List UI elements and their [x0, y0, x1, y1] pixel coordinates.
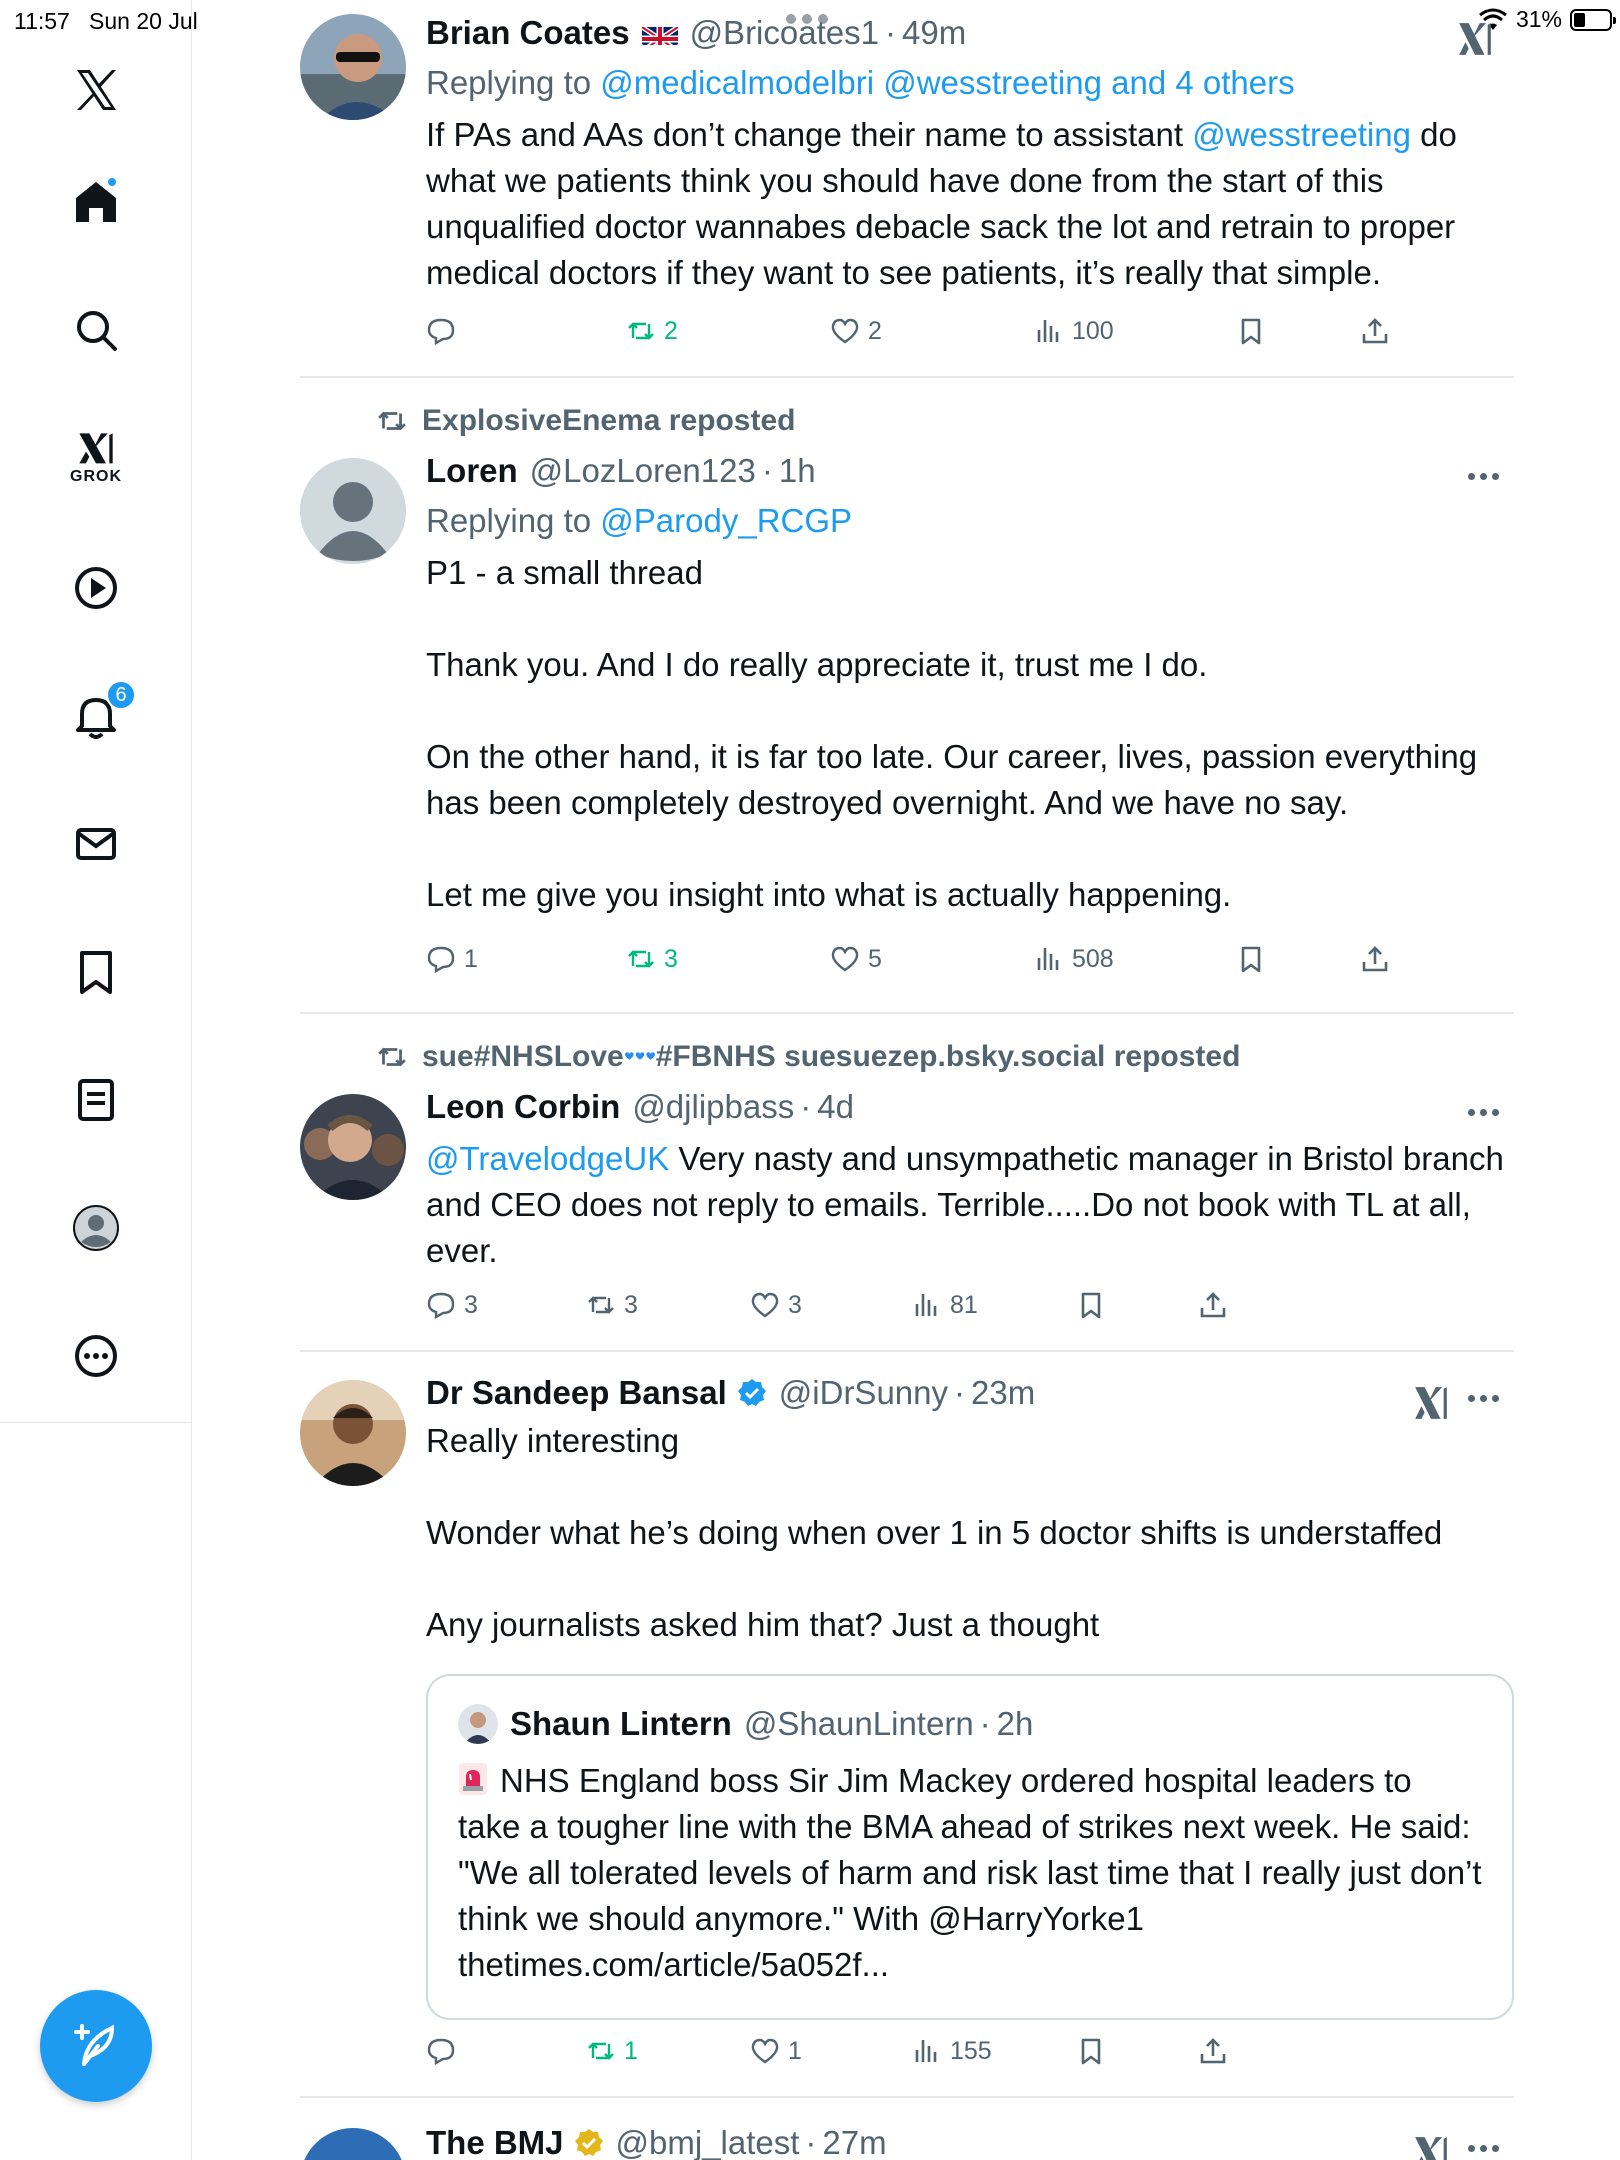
more-icon[interactable]	[56, 1316, 136, 1396]
author-handle[interactable]: @LozLoren123	[529, 452, 756, 489]
tweet-divider	[300, 2096, 1514, 2098]
x-logo[interactable]	[56, 50, 136, 130]
share-button[interactable]	[1198, 1290, 1228, 1320]
like-button[interactable]	[830, 944, 882, 974]
tweet-paragraph: P1 - a small thread	[426, 554, 703, 591]
bookmark-icon	[1076, 2036, 1106, 2066]
repost-count: 1	[624, 2036, 638, 2065]
share-icon	[1198, 1290, 1228, 1320]
grok-explain-icon[interactable]	[1412, 2134, 1450, 2160]
compose-button[interactable]	[40, 1990, 152, 2102]
share-icon	[1360, 944, 1390, 974]
tweet-text	[426, 1418, 1514, 1648]
view-count: 155	[950, 2036, 992, 2065]
avatar[interactable]	[300, 2128, 406, 2160]
heart-icon	[750, 2036, 780, 2066]
view-count: 508	[1072, 944, 1114, 973]
views-button[interactable]	[912, 1290, 978, 1320]
tweet-text	[426, 1136, 1514, 1274]
heart-icon	[750, 1290, 780, 1320]
share-icon	[1198, 2036, 1228, 2066]
profile-icon[interactable]	[56, 1188, 136, 1268]
more-options-icon[interactable]	[1468, 470, 1508, 482]
author-handle[interactable]: @bmj_latest	[615, 2124, 800, 2160]
heart-icon	[830, 944, 860, 974]
reply-count: 3	[464, 1290, 478, 1319]
reply-button[interactable]	[426, 944, 478, 974]
tweet-actions	[426, 1290, 1436, 1330]
reply-button[interactable]	[426, 1290, 478, 1320]
avatar[interactable]	[300, 1094, 406, 1200]
battery-icon	[1570, 9, 1612, 31]
replying-to-link[interactable]: @Parody_RCGP	[600, 502, 853, 539]
tweet-time[interactable]: 4d	[817, 1088, 854, 1125]
tweet-paragraph: Any journalists asked him that? Just a thought	[426, 1606, 1100, 1643]
quoted-author-handle: @ShaunLintern	[743, 1705, 974, 1742]
tweet-time[interactable]: 23m	[971, 1374, 1036, 1411]
replying-to	[426, 64, 1514, 102]
author-handle[interactable]: @iDrSunny	[778, 1374, 949, 1411]
repost-icon	[586, 2036, 616, 2066]
mention-link[interactable]: @wesstreeting	[1192, 116, 1411, 153]
battery-percent: 31%	[1515, 6, 1562, 32]
bookmark-button[interactable]	[1076, 2036, 1106, 2066]
tweet-actions	[426, 2036, 1436, 2076]
blue-heart-icon	[624, 1040, 656, 1072]
status-date: Sun 20 Jul	[89, 8, 198, 34]
reply-button[interactable]	[426, 2036, 464, 2066]
author-name[interactable]: Dr Sandeep Bansal	[426, 1374, 727, 1411]
bookmark-button[interactable]	[1236, 316, 1266, 346]
reply-button[interactable]	[426, 316, 464, 346]
grok-label: GROK	[70, 468, 122, 485]
video-icon[interactable]	[56, 548, 136, 628]
sidebar-divider	[0, 1422, 192, 1423]
tweet-paragraph: Let me give you insight into what is actually happening.	[426, 876, 1232, 913]
like-count: 1	[788, 2036, 802, 2065]
author-name[interactable]: Brian Coates	[426, 14, 630, 51]
bookmarks-icon[interactable]	[56, 932, 136, 1012]
reply-icon	[426, 1290, 456, 1320]
repost-icon	[626, 316, 656, 346]
views-icon	[1034, 944, 1064, 974]
like-button[interactable]	[750, 2036, 802, 2066]
messages-icon[interactable]	[56, 804, 136, 884]
quoted-tweet-time: 2h	[996, 1705, 1034, 1742]
bookmark-icon	[1236, 944, 1266, 974]
reposted-by[interactable]	[422, 1040, 1240, 1074]
views-icon	[912, 1290, 942, 1320]
notifications-icon[interactable]	[56, 676, 136, 756]
views-button[interactable]	[1034, 316, 1114, 346]
bookmark-button[interactable]	[1236, 944, 1266, 974]
author-name[interactable]: Loren	[426, 452, 518, 489]
repost-icon	[376, 405, 408, 437]
author-name[interactable]: Leon Corbin	[426, 1088, 621, 1125]
avatar[interactable]	[300, 458, 406, 564]
tweet-paragraph: Really interesting	[426, 1422, 680, 1459]
quoted-author-name: Shaun Lintern	[510, 1705, 732, 1742]
home-icon[interactable]	[56, 162, 136, 242]
like-button[interactable]	[830, 316, 882, 346]
tweet-text	[426, 550, 1514, 918]
quoted-tweet[interactable]: Shaun Lintern @ShaunLintern · 2h NHS England boss Sir Jim Mackey ordered hospital leaders to take a tougher line with the BMA ahead of strikes next week. He said: "We all tolerated levels of harm and risk last time that I really just don’t think we should anymore." With @HarryYorke1 thetimes.com/article/5a052f...	[426, 1674, 1514, 2020]
view-count: 100	[1072, 316, 1114, 345]
bookmark-button[interactable]	[1076, 1290, 1106, 1320]
views-icon	[1034, 316, 1064, 346]
reply-count: 1	[464, 944, 478, 973]
reposted-by[interactable]: ExplosiveEnema reposted	[422, 404, 796, 437]
quoted-avatar	[458, 1704, 498, 1744]
quoted-tweet-body: NHS England boss Sir Jim Mackey ordered hospital leaders to take a tougher line with the BMA ahead of strikes next week. He said: "We all tolerated levels of harm and risk last time that I really just don’t think we should anymore." With @HarryYorke1 thetimes.com/article/5a052f...	[458, 1762, 1482, 1983]
replying-to-link[interactable]: @medicalmodelbri @wesstreeting and 4 others	[600, 64, 1295, 101]
share-button[interactable]	[1198, 2036, 1228, 2066]
notifications-badge: 6	[106, 680, 136, 710]
repost-icon	[586, 1290, 616, 1320]
more-options-icon[interactable]	[1468, 2142, 1508, 2154]
views-button[interactable]	[912, 2036, 992, 2066]
uk-flag-icon	[642, 21, 678, 45]
search-icon[interactable]	[56, 290, 136, 370]
share-button[interactable]	[1360, 944, 1390, 974]
grok-explain-icon[interactable]	[1412, 1384, 1450, 1422]
tweet-text-part: Very nasty and unsympathetic manager in Bristol branch and CEO does not reply to emails. Terrible.....Do not book with TL at all, ever.	[426, 1140, 1504, 1269]
compose-feather-icon	[68, 2018, 124, 2074]
repost-context	[376, 1040, 1240, 1074]
author-handle[interactable]: @Bricoates1	[689, 14, 879, 51]
reply-icon	[426, 316, 456, 346]
tweet-time[interactable]: 27m	[822, 2124, 887, 2160]
repost-count: 3	[664, 944, 678, 973]
repost-icon	[376, 1041, 408, 1073]
like-count: 5	[868, 944, 882, 973]
share-button[interactable]	[1360, 316, 1390, 346]
share-icon	[1360, 316, 1390, 346]
lists-icon[interactable]	[56, 1060, 136, 1140]
views-icon	[912, 2036, 942, 2066]
author-name[interactable]: The BMJ	[426, 2124, 564, 2160]
tweet-text-part: do what we patients think you should have done from the start of this unqualified doctor wannabes debacle sack the lot and retrain to proper medical doctors if they want to see patients, it’s really that simple.	[426, 116, 1457, 291]
tweet-divider	[300, 376, 1514, 378]
tweet-actions	[426, 944, 1436, 984]
reposted-by-part: #FBNHS suesuezep.bsky.social reposted	[655, 1040, 1241, 1073]
replying-prefix: Replying to	[426, 64, 592, 101]
grok-explain-icon[interactable]	[1456, 20, 1494, 58]
like-count: 3	[788, 1290, 802, 1319]
mention-link[interactable]: @TravelodgeUK	[426, 1140, 670, 1177]
tweet-text	[426, 112, 1514, 296]
status-time: 11:57	[14, 8, 70, 34]
repost-button[interactable]	[586, 2036, 638, 2066]
reposted-by-part: sue#NHSLove	[422, 1040, 624, 1073]
repost-button[interactable]	[626, 316, 678, 346]
avatar[interactable]	[300, 1380, 406, 1486]
repost-count: 2	[664, 316, 678, 345]
replying-prefix: Replying to	[426, 502, 592, 539]
tweet-time[interactable]: 1h	[778, 452, 816, 489]
replying-to	[426, 502, 1514, 540]
quoted-tweet-text	[458, 1758, 1482, 1988]
grok-icon[interactable]	[56, 418, 136, 498]
like-button[interactable]	[750, 1290, 802, 1320]
tweet-paragraph: Thank you. And I do really appreciate it, trust me I do.	[426, 646, 1208, 683]
sidebar	[0, 0, 192, 2160]
repost-button[interactable]	[626, 944, 678, 974]
more-options-icon[interactable]	[1468, 1106, 1508, 1118]
police-light-icon	[458, 1762, 488, 1796]
heart-icon	[830, 316, 860, 346]
tweet-divider	[300, 1012, 1514, 1014]
bookmark-icon	[1236, 316, 1266, 346]
tweet-paragraph: Wonder what he’s doing when over 1 in 5 doctor shifts is understaffed	[426, 1514, 1443, 1551]
tweet-divider	[300, 1350, 1514, 1352]
repost-icon	[626, 944, 656, 974]
reply-icon	[426, 944, 456, 974]
author-handle[interactable]: @djlipbass	[632, 1088, 795, 1125]
repost-context	[376, 404, 795, 438]
tweet-actions	[426, 316, 1436, 356]
tweet-time[interactable]: 49m	[901, 14, 967, 51]
more-options-icon[interactable]	[1468, 1392, 1508, 1404]
like-count: 2	[868, 316, 882, 345]
home-unread-dot	[106, 176, 118, 188]
bookmark-icon	[1076, 1290, 1106, 1320]
repost-button[interactable]	[586, 1290, 638, 1320]
views-button[interactable]	[1034, 944, 1114, 974]
avatar[interactable]	[300, 14, 406, 120]
tweet-text-part: If PAs and AAs don’t change their name to assistant	[426, 116, 1184, 153]
repost-count: 3	[624, 1290, 638, 1319]
verified-badge-icon	[737, 1378, 767, 1408]
view-count: 81	[950, 1290, 978, 1319]
reply-icon	[426, 2036, 456, 2066]
tweet-paragraph: On the other hand, it is far too late. Our career, lives, passion everything has been completely destroyed overnight. And we have no say.	[426, 738, 1478, 821]
verified-gold-badge-icon	[574, 2128, 604, 2158]
